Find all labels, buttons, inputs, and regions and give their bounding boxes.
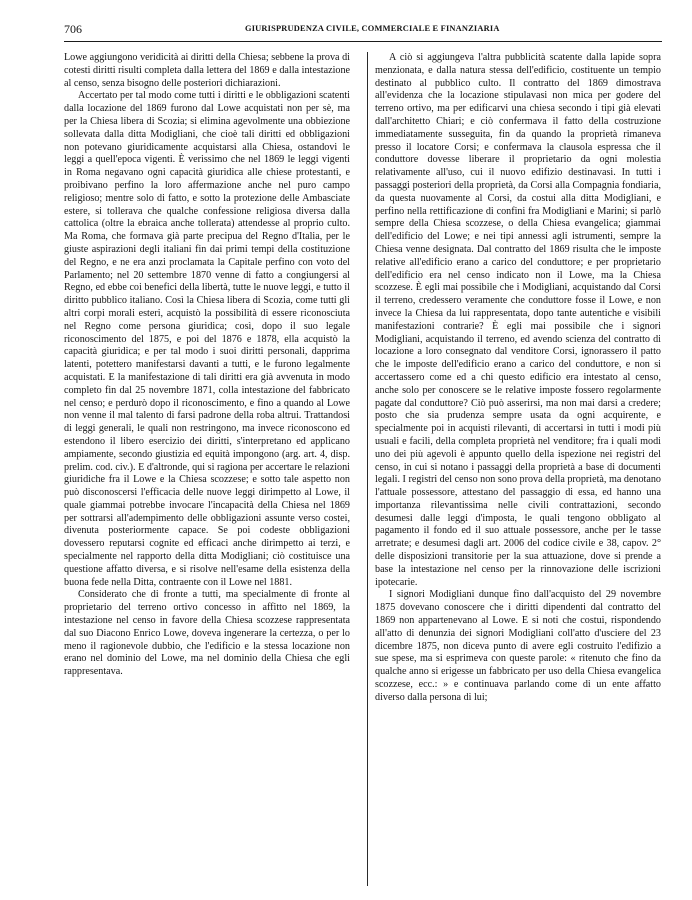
page-header (64, 20, 662, 38)
header-rule (64, 41, 662, 42)
page-number: 706 (64, 22, 82, 36)
right-column (375, 52, 661, 705)
running-title: GIURISPRUDENZA CIVILE, COMMERCIALE E FINANZIARIA (245, 24, 500, 33)
paragraph: Accertato per tal modo come tutti i diritti e le obbligazioni scatenti dalla locazione del 1869 furono dal Lowe acquistati non per sè, ma per la Chiesa libera di Scozia; si elimina agevolmente una obbiezione sollevata dalla ditta Modigliani, che cioè tali diritti ed obbligazioni non potevano giuridicamente acquistarsi alla Chiesa, ostandovi le leggi a quell'epoca vigenti. È verissimo che nel 1869 le leggi vigenti in Roma negavano ogni capacità giuridica alle chiese protestanti, e proibivano perfino la loro affermazione anche nel puro campo religioso; mentre solo di fatto, e sotto la protezione delle Ambasciate estere, si tollerava che qualche confessione religiosa diversa dalla cattolica (oltre la ebraica anche tollerata) attendesse al proprio culto. Ma Roma, che formava già parte precipua del Regno d'Italia, per le giuste aspirazioni degli italiani fin dai primi tempi della costituzione del Regno, e ne era anzi proclamata la Capitale perfino con voto del Parlamento; nel 20 settembre 1870 venne di fatto a congiungersi al Regno, ed ebbe coi benefici della libertà, tutte le nuove leggi, e tutto il diritto pubblico italiano. Così la Chiesa libera di Scozia, come tutti gli altri corpi morali esteri, acquistò la possibilità di essere riconosciuta nel Regno come persona giuridica; così, dopo il suo legale riconoscimento del 1875, e poi del 1876 e 1878, ella acquistò la capacità giuridica; e per tal modo i suoi diritti personali, dapprima latenti, potettero manifestarsi davanti a tutti, e le furono legalmente acquistati. E la manifestazione di tali diritti era già avvenuta in modo completo fin dal 25 novembre 1871, colla intestazione del fabbricato nel censo; e perdurò dopo il riconoscimento, e fino a quando al Lowe non venne il mal talento di farsi padrone della roba altrui. Trattandosi di leggi generali, le quali non restringono, ma invece riconoscono ed estendono il libero esercizio dei diritti, s'interpretano ed applicano ampiamente, secondo giustizia ed equità impongono (arg. art. 4, disp. prelim. cod. civ.). E d'altronde, qui si ragiona per accertare le relazioni giuridiche fra il Lowe e la Chiesa scozzese; e sotto tale aspetto non può disconoscersi l'efficacia delle nuove leggi dirimpetto al Lowe, il quale giammai potrebbe invocare l'incapacità della Chiesa nel 1869 per sottrarsi all'adempimento delle obbligazioni assunte verso costei, divenuta posteriormente capace. Se poi codeste obbligazioni dovessero reputarsi cognite ed efficaci anche dirimpetto ai terzi, e specialmente nel rapporto della ditta Modigliani; ciò costituisce una questione affatto diversa, e si risolve nell'esame della esistenza della buona fede nella Ditta, contraente con il Lowe nel 1881. (64, 90, 350, 588)
paragraph: Lowe aggiungono veridicità ai diritti della Chiesa; sebbene la prova di cotesti diritti risulti completa dalla lettera del 1869 e dalla intestazione al censo, senza bisogno delle posteriori dichiarazioni. (64, 52, 350, 89)
paragraph: I signori Modigliani dunque fino dall'acquisto del 29 novembre 1875 dovevano conoscere che i diritti dipendenti dal contratto del 1869 non appartenevano al Lowe. E si noti che costui, rispondendo all'atto di denunzia dei signori Modigliani coll'atto d'usciere del 23 dicembre 1875, non diceva punto di avere egli costruito l'edifizio a sue spese, ma si esprimeva con queste parole: « ritenuto che fino da qualche anno si erigesse un fabbricato per uso della Chiesa evangelica scozzese, ecc.: » e continuava parlando come di un ente affatto diverso dalla persona di lui; (375, 589, 661, 703)
paragraph: A ciò si aggiungeva l'altra pubblicità scatente dalla lapide sopra menzionata, e dalla natura stessa dell'edificio, costituente un tempio destinato al pubblico culto. Il contratto del 1869 dimostrava all'evidenza che la locazione stipulavasi non mica per godere del terreno ortivo, ma per edificarvi una chiesa secondo i tipi già elevati dall'architetto Chiari; e ciò confermava il fatto della costruzione immediatamente susseguita, fin da quando la proprietà rimaneva presso il locatore Corsi; e confermava la clausola espressa che il conduttore dovesse liberare il proprietario da ogni molestia relativamente all'uso, cui il nuovo edifizio destinavasi. In tutti i passaggi posteriori della proprietà, da Corsi alla Compagnia fondiaria, da questa nuovamente al Corsi, da costui alla ditta Modigliani, e perfino nella rettificazione di confini fra Modigliani e Marini; si parlò sempre della Chiesa scozzese, o della Chiesa evangelica; giammai dell'edificio del Lowe; e nei tipi annessi agli istrumenti, sempre la Chiesa venne designata. Dal contratto del 1869 risulta che le imposte relative all'edificio erano a carico del conduttore; e per proprietario dell'edificio era nel censo indicato non il Lowe, ma la Chiesa scozzese. È egli mai possibile che i Modigliani, acquistando dal Corsi il terreno, credessero veramente che conduttore fosse il Lowe, e non invece la Chiesa da lui rappresentata, dopo tante autentiche e visibili manifestazioni contrarie? È egli mai possibile che i signori Modigliani, acquistando il terreno, ed avendo scienza del contratto di locazione a loro consegnato dal venditore Corsi, ignorassero il patto che le imposte dell'edificio erano a carico del conduttore, e non si accertassero come ed a chi questo edificio era intestato al censo, anche solo per conoscere se le relative imposte fossero regolarmente pagate dal conduttore? Ciò può asserirsi, ma non mai darsi a credere; posto che sia prudenza sempre usata da ogni acquirente, e specialmente poi in acquisti rilevanti, di accertarsi in tutti i modi più usuali e facili, della completa proprietà nel venditore; fra i quali modi uno dei più agevoli è appunto quello della ispezione nei registri del censo, in cui si notano i passaggi della proprietà a base di documenti legali. I registri del censo non sono prova della proprietà, ma denotano l'attuale possessore, attestano del passaggio di essa, ed hanno una importanza rilevantissima nelle civili contrattazioni, secondo desumesi dalle leggi d'imposta, le quali tengono obbligato al pagamento il fondo ed il suo attuale possessore, anche per le tasse arretrate; e desumesi dagli art. 2006 del codice civile e 38, capov. 2° delle disposizioni transitorie per la sua attuazione, dove si prende a base la intestazione nel censo per la rinnovazione delle iscrizioni ipotecarie. (375, 52, 661, 588)
left-column (64, 52, 350, 679)
paragraph: Considerato che di fronte a tutti, ma specialmente di fronte al proprietario del terreno ortivo concesso in affitto nel 1869, la intestazione nel censo in favore della Chiesa scozzese rappresentata dal suo Diacono Enrico Lowe, doveva ingenerare la certezza, o per lo meno il ragionevole dubbio, che l'edificio e la stessa locazione non erano nel dominio del Lowe, ma nel dominio della Chiesa che egli rappresentava. (64, 589, 350, 678)
column-divider (367, 52, 368, 886)
